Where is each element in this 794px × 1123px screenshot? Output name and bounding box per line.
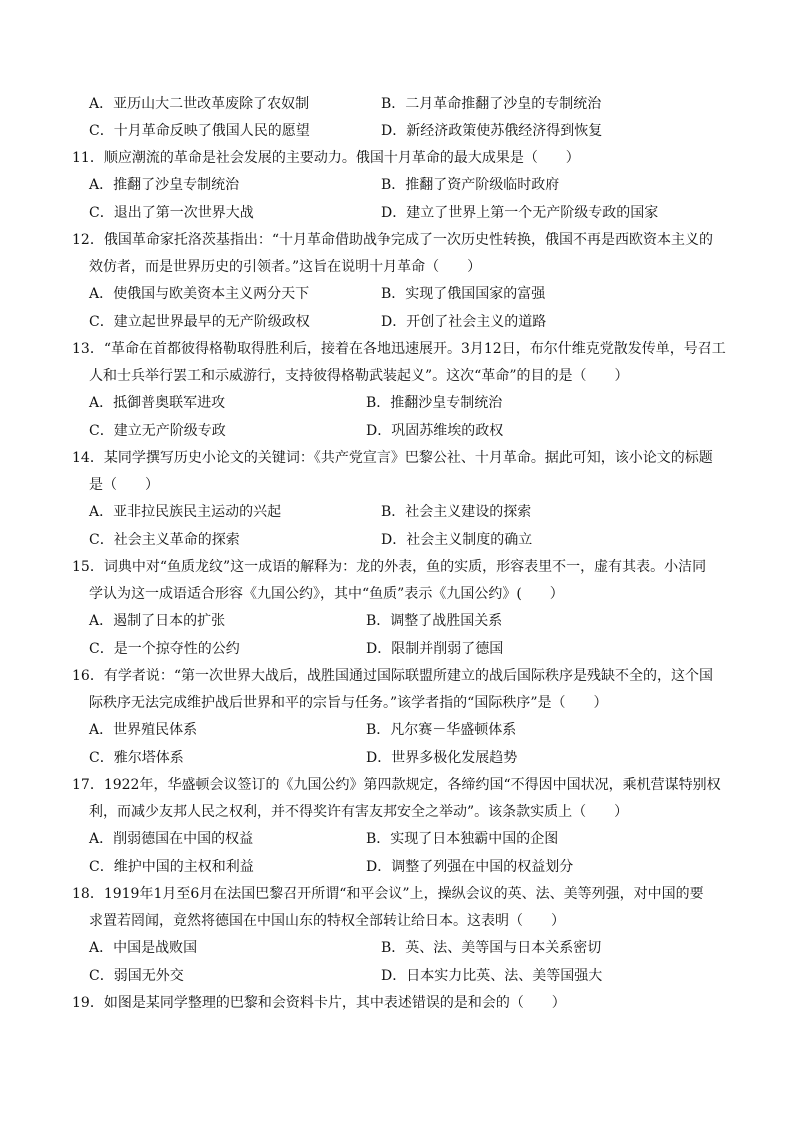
q18-option-c[interactable]: C．弱国无外交 xyxy=(89,968,184,984)
q18-stem-line1: 18．1919年1月至6月在法国巴黎召开所谓“和平会议”上，操纵会议的英、法、美等列强，对中国的要 xyxy=(72,886,704,902)
q10-option-a[interactable]: A．亚历山大二世改革废除了农奴制 xyxy=(89,96,310,112)
q15-option-b[interactable]: B．调整了战胜国关系 xyxy=(366,613,503,629)
q14-option-c[interactable]: C．社会主义革命的探索 xyxy=(89,532,240,548)
q10-option-d[interactable]: D．新经济政策使苏俄经济得到恢复 xyxy=(381,123,603,139)
q13-option-c[interactable]: C．建立无产阶级专政 xyxy=(89,423,226,439)
q12-option-c[interactable]: C．建立起世界最早的无产阶级政权 xyxy=(89,314,310,330)
q16-stem-line2: 际秩序无法完成维护战后世界和平的宗旨与任务。”该学者指的“国际秩序”是（ ） xyxy=(89,695,608,711)
q11-option-c[interactable]: C．退出了第一次世界大战 xyxy=(89,205,254,221)
q15-stem-line2: 学认为这一成语适合形容《九国公约》，其中“鱼质”表示《九国公约》( ） xyxy=(89,586,564,602)
q11-option-b[interactable]: B．推翻了资产阶级临时政府 xyxy=(381,177,560,193)
q18-option-b[interactable]: B．英、法、美等国与日本关系密切 xyxy=(381,940,602,956)
q14-option-b[interactable]: B．社会主义建设的探索 xyxy=(381,504,532,520)
q15-stem-line1: 15．词典中对“鱼质龙纹”这一成语的解释为：龙的外表，鱼的实质，形容表里不一，虚有其表。小洁同 xyxy=(72,559,707,575)
q17-stem-line1: 17．1922年，华盛顿会议签订的《九国公约》第四款规定，各缔约国“不得因中国状况，乘机营谋特别权 xyxy=(72,777,721,793)
q17-option-b[interactable]: B．实现了日本独霸中国的企图 xyxy=(366,831,559,847)
q16-option-a[interactable]: A．世界殖民体系 xyxy=(89,722,198,738)
q17-option-d[interactable]: D．调整了列强在中国的权益划分 xyxy=(366,859,574,875)
q12-stem-line1: 12．俄国革命家托洛茨基指出：“十月革命借助战争完成了一次历史性转换，俄国不再是西欧资本主义的 xyxy=(72,232,713,248)
q14-stem-line1: 14．某同学撰写历史小论文的关键词：《共产党宣言》巴黎公社、十月革命。据此可知，该小论文的标题 xyxy=(72,450,713,466)
q10-option-b[interactable]: B．二月革命推翻了沙皇的专制统治 xyxy=(381,96,602,112)
q13-option-b[interactable]: B．推翻沙皇专制统治 xyxy=(366,395,503,411)
q16-option-b[interactable]: B．凡尔赛－华盛顿体系 xyxy=(366,722,517,738)
q16-option-d[interactable]: D．世界多极化发展趋势 xyxy=(366,750,518,766)
q11-option-d[interactable]: D．建立了世界上第一个无产阶级专政的国家 xyxy=(381,205,659,221)
q16-stem-line1: 16．有学者说：“第一次世界大战后，战胜国通过国际联盟所建立的战后国际秩序是残缺不全的，这个国 xyxy=(72,668,713,684)
q15-option-a[interactable]: A．遏制了日本的扩张 xyxy=(89,613,226,629)
q16-option-c[interactable]: C．雅尔塔体系 xyxy=(89,750,184,766)
q13-option-d[interactable]: D．巩固苏维埃的政权 xyxy=(366,423,504,439)
q17-stem-line2: 利，而减少友邦人民之权利，并不得奖许有害友邦安全之举动”。该条款实质上（ ） xyxy=(89,804,629,820)
q14-option-a[interactable]: A．亚非拉民族民主运动的兴起 xyxy=(89,504,282,520)
q18-option-a[interactable]: A．中国是战败国 xyxy=(89,940,198,956)
q13-stem-line2: 人和士兵举行罢工和示威游行，支持彼得格勒武装起义”。这次“革命”的目的是（ ） xyxy=(89,368,629,384)
q10-option-c[interactable]: C．十月革命反映了俄国人民的愿望 xyxy=(89,123,310,139)
q15-option-d[interactable]: D．限制并削弱了德国 xyxy=(366,641,504,657)
q12-stem-line2: 效仿者，而是世界历史的引领者。”这旨在说明十月革命（ ） xyxy=(89,259,482,275)
q17-option-a[interactable]: A．削弱德国在中国的权益 xyxy=(89,831,254,847)
q17-option-c[interactable]: C．维护中国的主权和利益 xyxy=(89,859,254,875)
q19-stem: 19．如图是某同学整理的巴黎和会资料卡片，其中表述错误的是和会的（ ） xyxy=(72,995,566,1011)
q15-option-c[interactable]: C．是一个掠夺性的公约 xyxy=(89,641,240,657)
q11-stem: 11．顺应潮流的革命是社会发展的主要动力。俄国十月革命的最大成果是（ ） xyxy=(72,150,580,166)
q14-option-d[interactable]: D．社会主义制度的确立 xyxy=(381,532,533,548)
q11-option-a[interactable]: A．推翻了沙皇专制统治 xyxy=(89,177,240,193)
q12-option-b[interactable]: B．实现了俄国国家的富强 xyxy=(381,286,546,302)
q14-stem-line2: 是（ ） xyxy=(89,477,159,493)
q12-option-d[interactable]: D．开创了社会主义的道路 xyxy=(381,314,547,330)
q18-stem-line2: 求置若罔闻，竟然将德国在中国山东的特权全部转让给日本。这表明（ ） xyxy=(89,913,565,929)
q18-option-d[interactable]: D．日本实力比英、法、美等国强大 xyxy=(381,968,603,984)
q13-stem-line1: 13．“革命在首都彼得格勒取得胜利后，接着在各地迅速展开。3月12日，布尔什维克党散发传单，号召工 xyxy=(72,341,726,357)
q12-option-a[interactable]: A．使俄国与欧美资本主义两分天下 xyxy=(89,286,310,302)
q13-option-a[interactable]: A．抵御普奥联军进攻 xyxy=(89,395,226,411)
